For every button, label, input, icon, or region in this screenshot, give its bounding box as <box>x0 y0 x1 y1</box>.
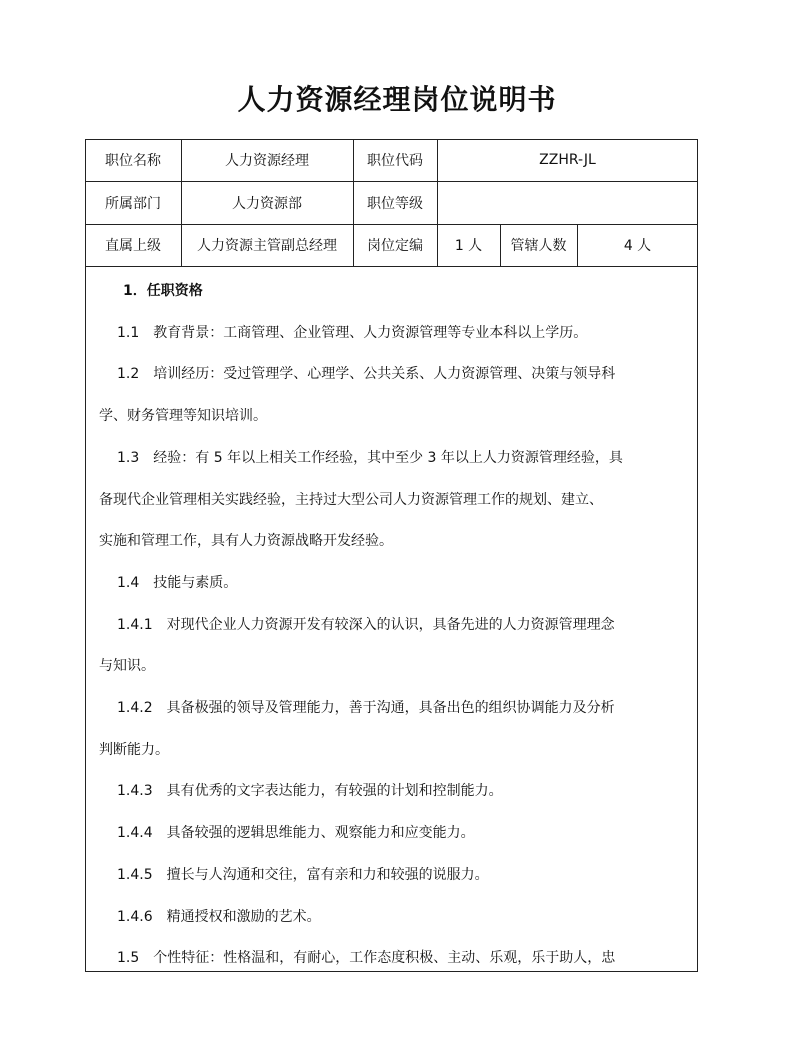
table-cell-value: 人力资源部 <box>232 195 302 212</box>
table-cell-label: 直属上级 <box>105 238 161 254</box>
table-cell-value: 4 人 <box>623 238 652 254</box>
table-row-divider <box>85 266 698 267</box>
paragraph-line: 与知识。 <box>99 658 155 675</box>
paragraph-line: 1.4.3 具有优秀的文字表达能力，有较强的计划和控制能力。 <box>117 783 503 800</box>
paragraph-line: 1.3 经验：有 5 年以上相关工作经验，其中至少 3 年以上人力资源管理经验，具 <box>117 449 623 466</box>
table-cell-value: 人力资源经理 <box>225 153 309 169</box>
paragraph-line: 1.4.6 精通授权和激励的艺术。 <box>117 908 321 925</box>
paragraph-line: 1.4.4 具备较强的逻辑思维能力、观察能力和应变能力。 <box>117 825 475 842</box>
paragraph-line: 1.4.5 擅长与人沟通和交往，富有亲和力和较强的说服力。 <box>117 866 489 883</box>
paragraph-line: 学、财务管理等知识培训。 <box>99 408 267 425</box>
table-cell-value: ZZHR-JL <box>539 152 596 168</box>
paragraph-line: 备现代企业管理相关实践经验，主持过大型公司人力资源管理工作的规划、建立、 <box>99 491 603 508</box>
paragraph-line: 实施和管理工作，具有人力资源战略开发经验。 <box>99 533 393 550</box>
table-cell-value: 1 人 <box>454 238 483 254</box>
section-heading: 1．任职资格 <box>123 283 203 299</box>
table-cell-label: 职位等级 <box>367 195 423 212</box>
paragraph-line: 1.2 培训经历：受过管理学、心理学、公共关系、人力资源管理、决策与领导科 <box>117 366 616 383</box>
paragraph-line: 判断能力。 <box>99 741 169 758</box>
paragraph-line: 1.5 个性特征：性格温和，有耐心，工作态度积极、主动、乐观，乐于助人，忠 <box>117 950 616 967</box>
table-cell-value: 人力资源主管副总经理 <box>197 238 337 254</box>
table-cell-label: 岗位定编 <box>367 238 423 254</box>
paragraph-line: 1.1 教育背景：工商管理、企业管理、人力资源管理等专业本科以上学历。 <box>117 324 588 341</box>
table-cell-label: 所属部门 <box>105 195 161 212</box>
page-title: 人力资源经理岗位说明书 <box>237 83 557 116</box>
table-cell-label: 管辖人数 <box>510 238 567 254</box>
paragraph-line: 1.4.1 对现代企业人力资源开发有较深入的认识，具备先进的人力资源管理理念 <box>117 616 615 633</box>
table-cell-label: 职位名称 <box>105 153 161 169</box>
paragraph-line: 1.4 技能与素质。 <box>117 574 238 591</box>
qualification-section <box>99 271 677 980</box>
table-cell-label: 职位代码 <box>367 153 423 169</box>
table-cell-value <box>437 181 698 224</box>
paragraph-line: 1.4.2 具备极强的领导及管理能力，善于沟通，具备出色的组织协调能力及分析 <box>117 700 615 717</box>
